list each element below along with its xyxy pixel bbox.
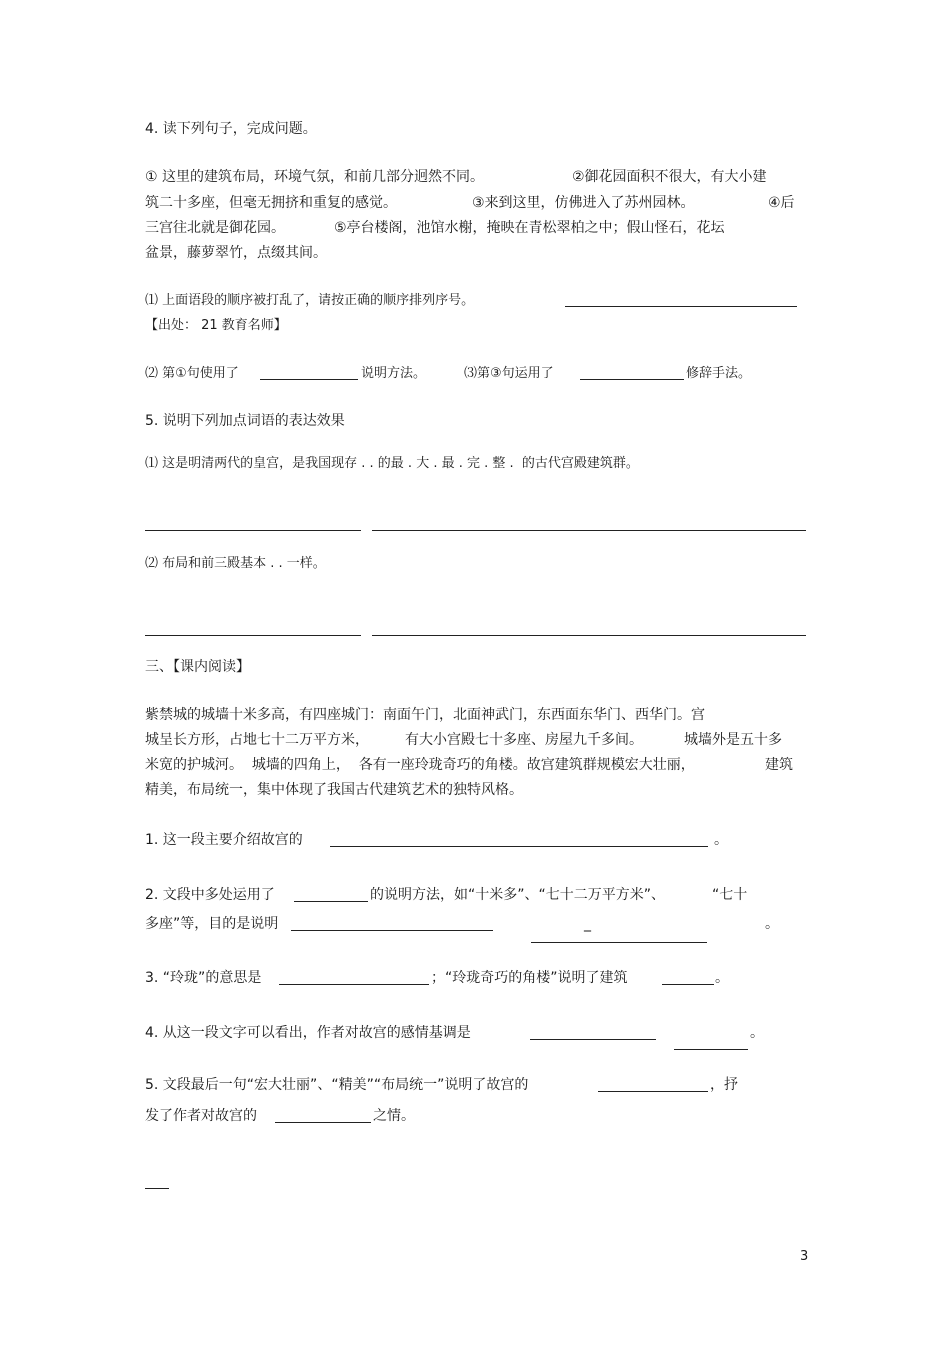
q4-title: 4. 读下列句子，完成问题。: [145, 121, 317, 137]
q5-sub1-answer-blank-1[interactable]: [145, 530, 361, 531]
s3-q1-end: 。: [714, 832, 728, 848]
section3-passage-line1: 紫禁城的城墙十米多高，有四座城门：南面午门，北面神武门，东西面东华门、西华门。宫: [145, 707, 705, 723]
q4-passage-line2c: ④后: [768, 195, 795, 211]
s3-q4-answer-blank-1[interactable]: [530, 1039, 656, 1040]
s3-q2-underscore: _: [584, 916, 591, 932]
q5-sub2-answer-blank-2[interactable]: [372, 635, 806, 636]
s3-q5-text-mid: ，抒: [710, 1077, 738, 1093]
s3-q5-text: 5. 文段最后一句“宏大壮丽”、“精美”“布局统一”说明了故宫的: [145, 1077, 529, 1093]
section3-passage-line3b: 建筑: [765, 757, 793, 773]
s3-q3-end: 。: [715, 970, 729, 986]
section3-heading: 三、【课内阅读】: [145, 659, 250, 675]
q5-sub1-answer-blank-2[interactable]: [372, 530, 806, 531]
q4-sub3-text-end: 修辞手法。: [686, 366, 752, 381]
q4-sub1-answer-blank[interactable]: [565, 306, 797, 307]
s3-q1-answer-blank[interactable]: [330, 846, 708, 847]
s3-q2-text-mid: 的说明方法，如“十米多”、“七十二万平方米”、: [370, 887, 666, 903]
s3-q3-text: 3. “玲珑”的意思是: [145, 970, 262, 986]
q5-sub2-answer-blank-1[interactable]: [145, 635, 361, 636]
section3-passage-line2c: 城墙外是五十多: [684, 732, 782, 748]
q5-sub2-text: ⑵ 布局和前三殿基本 . . 一样。: [145, 556, 326, 571]
section3-passage-line2a: 城呈长方形，占地七十二万平方米，: [145, 732, 369, 748]
s3-q2-text: 2. 文段中多处运用了: [145, 887, 275, 903]
q4-sub2-text-end: 说明方法。: [361, 366, 427, 381]
s3-q4-end: 。: [750, 1025, 764, 1041]
q5-title: 5. 说明下列加点词语的表达效果: [145, 413, 345, 429]
s3-q5-end: 之情。: [373, 1108, 415, 1124]
s3-q5-answer-blank-1[interactable]: [598, 1091, 708, 1092]
q4-passage-line3b: ⑤亭台楼阁，池馆水榭，掩映在青松翠柏之中；假山怪石，花坛: [334, 220, 725, 236]
s3-q5-answer-blank-2[interactable]: [275, 1122, 371, 1123]
q4-sub2-answer-blank[interactable]: [260, 379, 358, 380]
q4-sub3-answer-blank[interactable]: [580, 379, 684, 380]
s3-q2-answer-blank-1[interactable]: [294, 901, 368, 902]
s3-q2-answer-blank-3[interactable]: [531, 942, 707, 943]
footer-divider: [145, 1188, 169, 1189]
section3-passage-line2b: 有大小宫殿七十多座、房屋九千多间。: [405, 732, 643, 748]
section3-passage-line3a: 米宽的护城河。 城墙的四角上， 各有一座玲珑奇巧的角楼。故宫建筑群规模宏大壮丽，: [145, 757, 695, 773]
s3-q2-answer-blank-2[interactable]: [291, 930, 493, 931]
s3-q3-answer-blank-2[interactable]: [662, 984, 714, 985]
s3-q3-answer-blank-1[interactable]: [279, 984, 429, 985]
q4-passage-line2b: ③来到这里，仿佛进入了苏州园林。: [472, 195, 695, 211]
s3-q1-text: 1. 这一段主要介绍故宫的: [145, 832, 303, 848]
q4-sub3-text: ⑶第③句运用了: [464, 366, 554, 381]
q5-sub1-text: ⑴ 这是明清两代的皇宫，是我国现存 . . 的最 . 大 . 最 . 完 . 整 . 的古代宫殿建筑群。: [145, 456, 639, 471]
q4-passage-line3a: 三宫往北就是御花园。: [145, 220, 285, 236]
s3-q4-text: 4. 从这一段文字可以看出，作者对故宫的感情基调是: [145, 1025, 471, 1041]
section3-passage-line4: 精美，布局统一，集中体现了我国古代建筑艺术的独特风格。: [145, 782, 523, 798]
s3-q2-text-line2: 多座”等，目的是说明: [145, 916, 279, 932]
q4-passage-line4: 盆景，藤萝翠竹，点缀其间。: [145, 245, 327, 261]
s3-q2-end: 。: [765, 916, 779, 932]
q4-passage-line1b: ②御花园面积不很大，有大小建: [572, 169, 767, 185]
s3-q5-text-line2: 发了作者对故宫的: [145, 1108, 257, 1124]
s3-q2-text-mid2: “七十: [712, 887, 748, 903]
q4-passage-line2a: 筑二十多座，但毫无拥挤和重复的感觉。: [145, 195, 397, 211]
q4-passage-line1a: ① 这里的建筑布局，环境气氛，和前几部分迥然不同。: [145, 169, 484, 185]
q4-sub2-text: ⑵ 第①句使用了: [145, 366, 239, 381]
q4-sub1-text: ⑴ 上面语段的顺序被打乱了，请按正确的顺序排列序号。: [145, 293, 475, 308]
s3-q4-answer-blank-2[interactable]: [674, 1049, 748, 1050]
page-number: 3: [800, 1249, 809, 1264]
q4-source-note: 【出处： 21 教育名师】: [145, 318, 287, 333]
s3-q3-text-mid: ；“玲珑奇巧的角楼”说明了建筑: [431, 970, 628, 986]
